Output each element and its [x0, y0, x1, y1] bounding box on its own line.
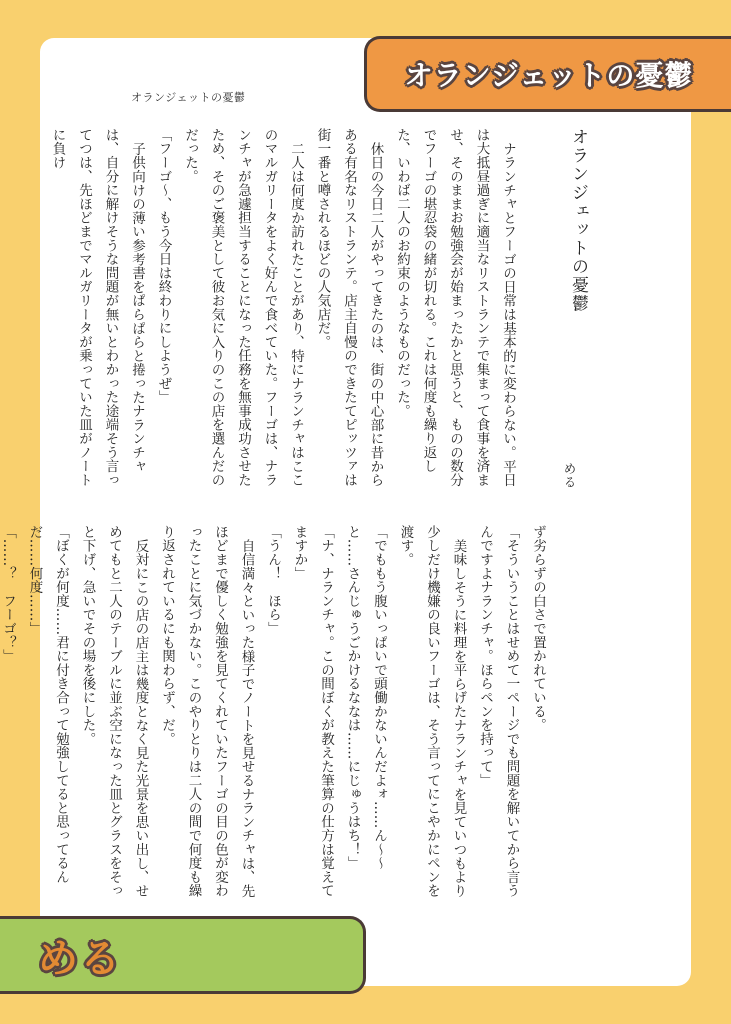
paragraph: 休日の今日二人がやってきたのは、街の中心部に昔からある有名なリストランテ。店主自慢のできたてピッツァは街一番と噂されるほどの人気店だ。 [314, 128, 384, 487]
paragraph: 子供向けの薄い参考書をぱらぱらと捲ったナランチャは、自分に解けそうな問題が無いとわかった途端そう言ってつは、先ほどまでマルガリータが乗っていた皿がノートに負け [49, 128, 145, 487]
paragraph: ず劣らずの白さで置かれている。 [530, 525, 546, 732]
text-column-upper [49, 128, 521, 500]
paragraph: 自信満々といった様子でノートを見せるナランチャは、先ほどまで優しく勉強を見てくれていたフーゴの目の色が変わったことに気づかない。このやりとりは二人の間で何度も繰り返されているにも関わらず、だ。 [159, 525, 255, 898]
paragraph: 「ナ、ナランチャ。この間ぼくが教えた筆算の仕方は覚えてますか」 [291, 525, 334, 898]
paragraph: 「……？ フーゴ？」 [0, 525, 16, 663]
paragraph: 「フーゴ〜、もう今日は終わりにしようぜ」 [155, 128, 172, 404]
paragraph: 「でももう腹いっぱいで頭働かないんだよォ……ん〜〜と……さんじゅうごかけるななは……にじゅうはち！」 [344, 525, 387, 870]
paragraph: 美味しそうに料理を平らげたナランチャを見ていつもより少しだけ機嫌の良いフーゴは、そう言ってにこやかにペンを渡す。 [397, 525, 467, 898]
text-column-lower [0, 525, 551, 900]
paragraph: 「そういうことはせめて一ページでも問題を解いてから言うんですよナランチャ。ほらペンを持って」 [477, 525, 520, 898]
paragraph: 「ぼくが何度……君に付き合って勉強してると思ってるんだ……何度……」 [26, 525, 69, 884]
title-banner [364, 36, 731, 112]
story-author: める [562, 462, 577, 489]
paragraph: 反対にこの店の店主は幾度となく見た光景を思い出し、せめてもと二人のテーブルに並ぶ空になった皿とグラスをそっと下げ、急いでその場を後にした。 [79, 525, 149, 898]
paragraph: 「うん！ ほら」 [265, 525, 281, 636]
story-title: オランジェットの憂鬱 [568, 128, 588, 313]
author-banner [0, 916, 366, 994]
paragraph: 二人は何度か訪れたことがあり、特にナランチャはここのマルガリータをよく好んで食べていた。フーゴは、ナランチャが急遽担当することになった任務を無事成功させたため、そのご褒美として彼お気に入りのこの店を選んだのだった。 [182, 128, 304, 487]
running-header: オランジェットの憂鬱 [131, 91, 246, 104]
banner-title: オランジェットの憂鬱 [404, 59, 694, 92]
author-banner-name: める [38, 935, 122, 982]
paragraph: ナランチャとフーゴの日常は基本的に変わらない。平日は大抵昼過ぎに適当なリストランテで集まって食事を済ませ、そのままお勉強会が始まったかと思うと、ものの数分でフーゴの堪忍袋の緒が切れる。これは何度も繰り返した、いわば二人のお約束のようなものだった。 [394, 128, 516, 487]
